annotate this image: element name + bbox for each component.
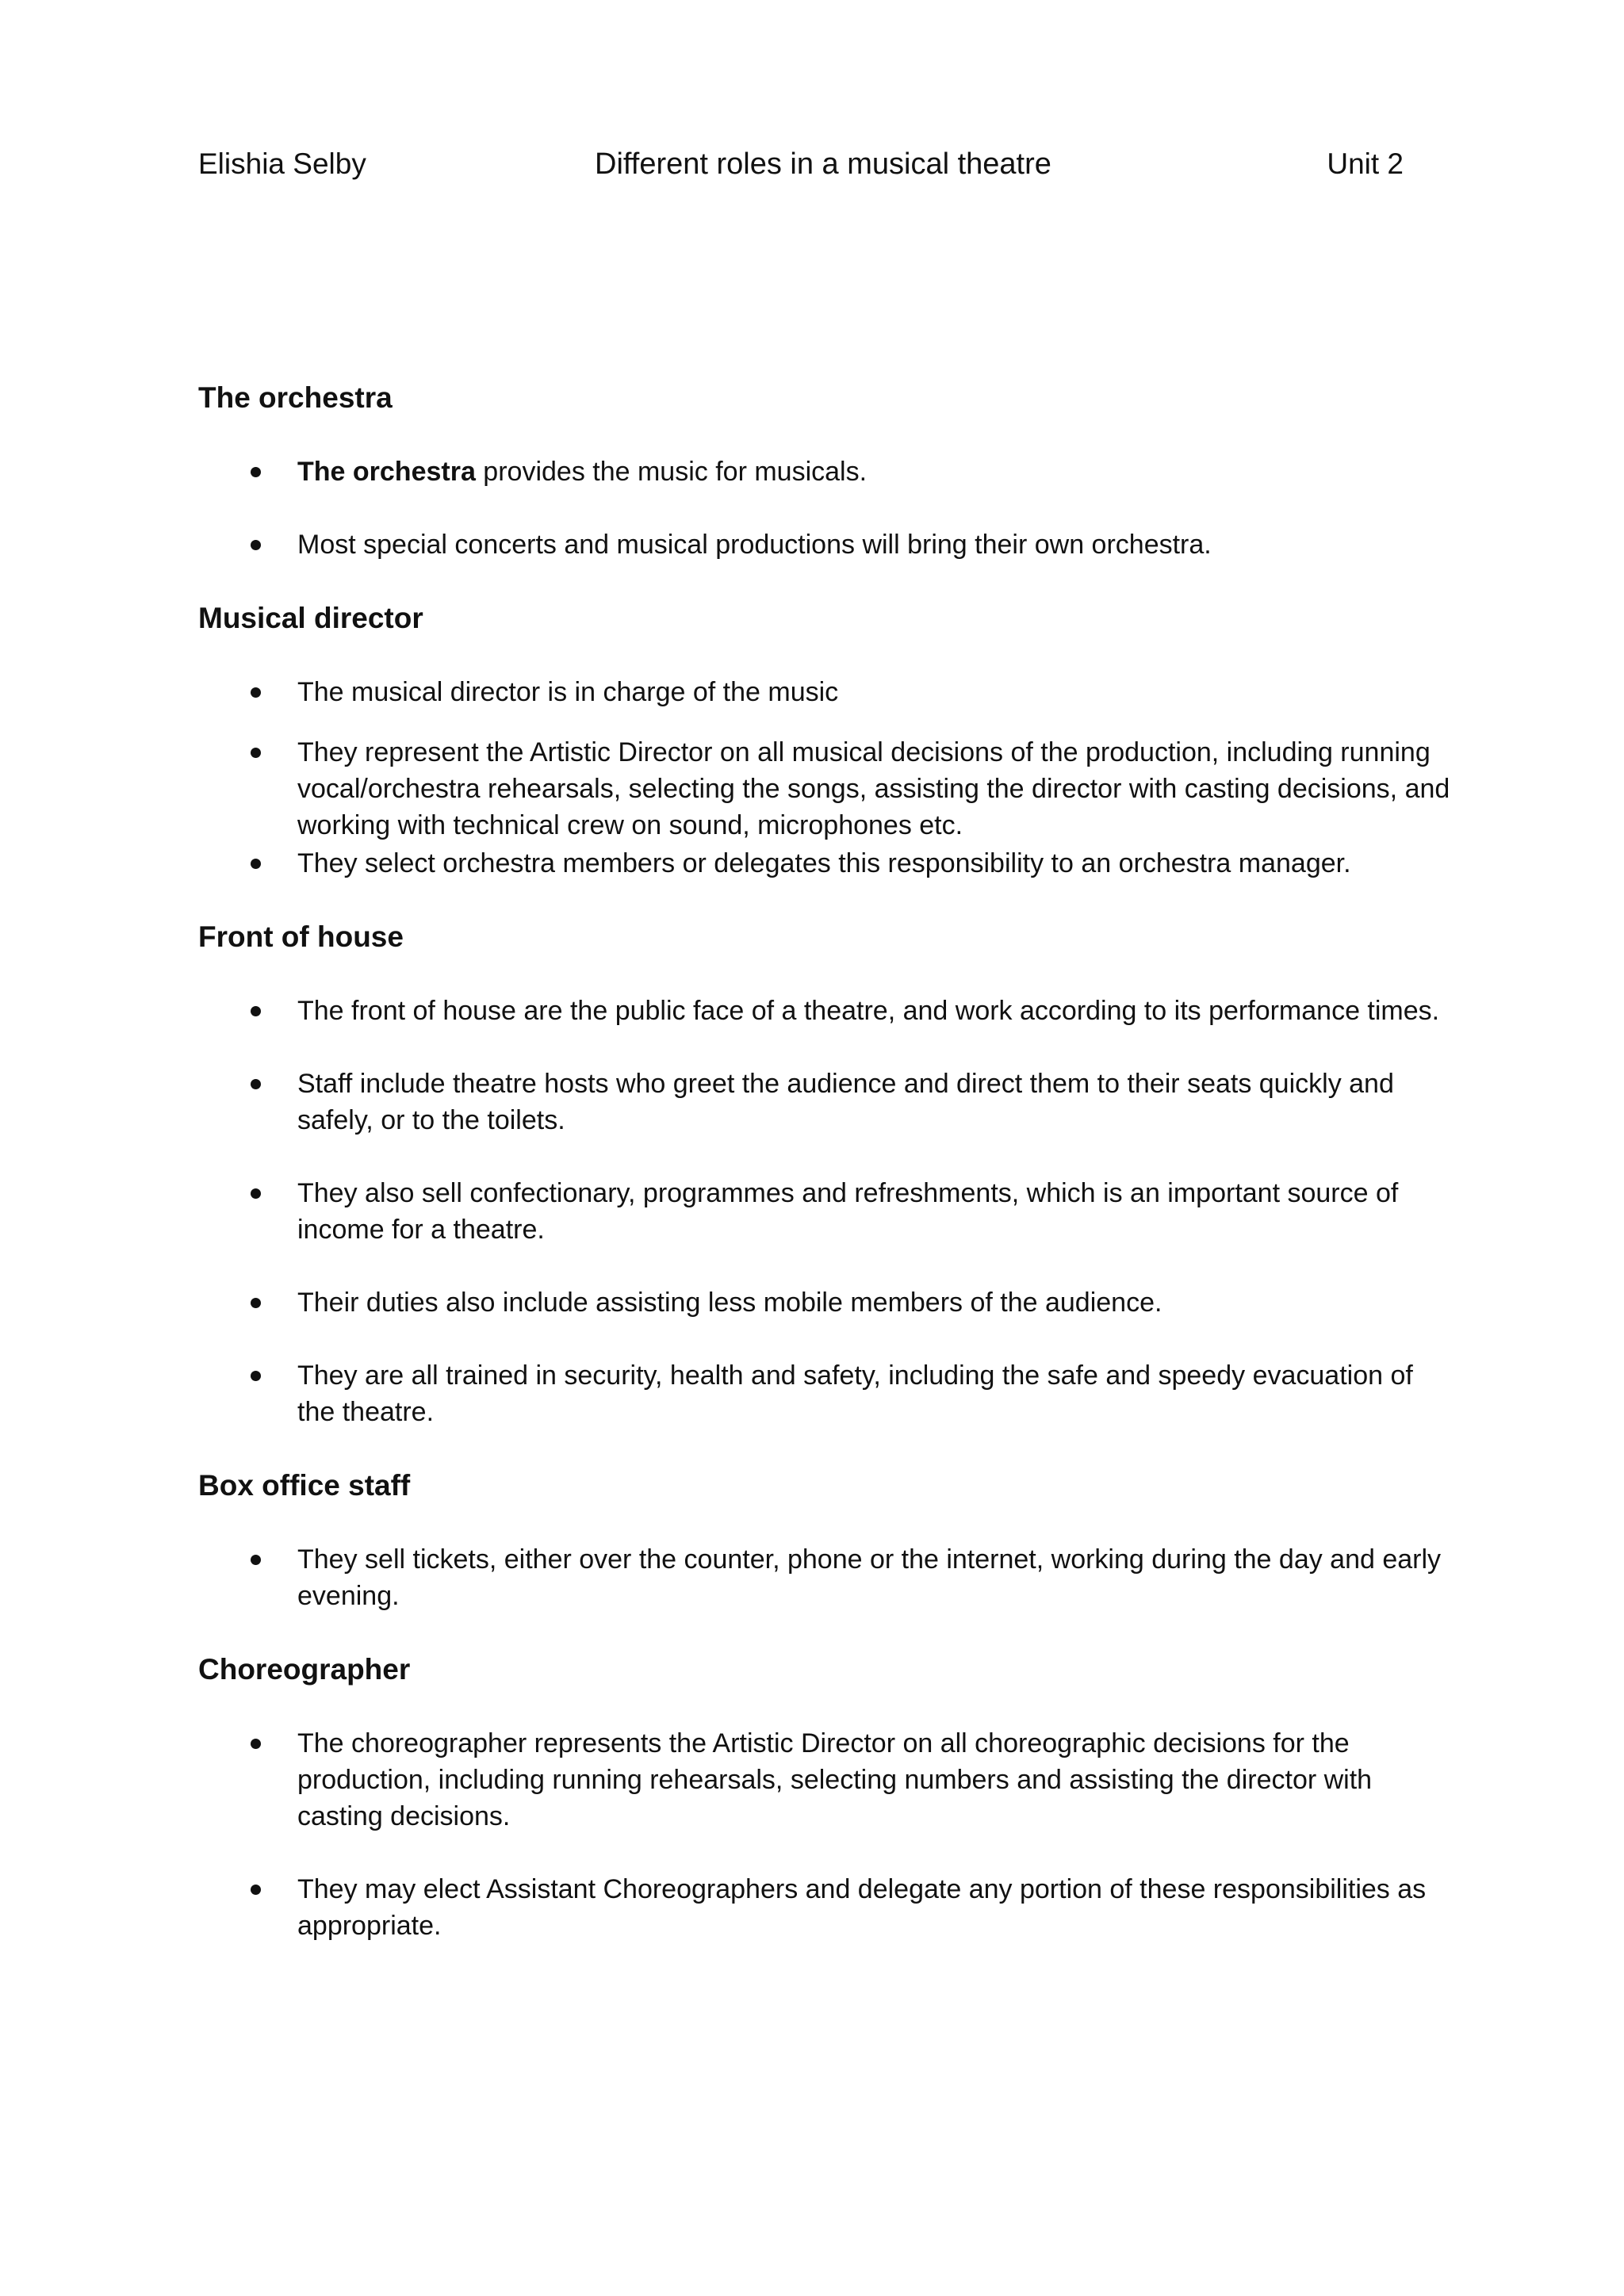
list-item — [198, 453, 1451, 490]
list-item — [198, 1284, 1451, 1321]
section-heading: Box office staff — [198, 1469, 411, 1502]
section-heading: Front of house — [198, 920, 404, 953]
list-item-text: Their duties also include assisting less mobile members of the audience. — [297, 1288, 1162, 1318]
list-item-text: They select orchestra members or delegates this responsibility to an orchestra manager. — [297, 848, 1351, 878]
section-heading: Choreographer — [198, 1653, 411, 1686]
section-the-orchestra — [198, 379, 1451, 563]
bullet-icon — [251, 1555, 261, 1565]
list-item-text: The musical director is in charge of the music — [297, 677, 839, 707]
list-item — [198, 993, 1451, 1029]
bullet-icon — [251, 1885, 261, 1895]
list-item — [198, 1175, 1451, 1248]
bullet-icon — [251, 1371, 261, 1381]
bullet-icon — [251, 1006, 261, 1016]
page-header — [198, 147, 1404, 187]
bullet-icon — [251, 687, 261, 698]
list-item-text: They sell tickets, either over the counter, phone or the internet, working during the day and early evening. — [297, 1544, 1442, 1611]
list-item — [198, 1871, 1451, 1944]
list-item-text: They are all trained in security, health and safety, including the safe and speedy evacuation of the theatre. — [297, 1360, 1413, 1427]
author-name: Elishia Selby — [198, 147, 366, 180]
bullet-list — [198, 674, 1451, 882]
section-choreographer — [198, 1651, 1451, 1944]
list-item — [198, 845, 1451, 882]
bullet-icon — [251, 1739, 261, 1749]
list-item — [198, 674, 1451, 710]
list-item — [198, 1066, 1451, 1138]
bullet-list — [198, 1725, 1451, 1944]
document-body — [198, 379, 1451, 1980]
list-item — [198, 1357, 1451, 1430]
unit-label: Unit 2 — [1327, 147, 1404, 180]
list-item — [198, 1541, 1451, 1614]
section-box-office-staff — [198, 1467, 1451, 1614]
list-item-text: The choreographer represents the Artistic Director on all choreographic decisions for the production, including running rehearsals, selecting numbers and assisting the director with casting decisions. — [297, 1728, 1373, 1831]
bullet-icon — [251, 859, 261, 869]
section-front-of-house — [198, 918, 1451, 1430]
section-heading: Musical director — [198, 602, 423, 634]
list-item-text: They may elect Assistant Choreographers and delegate any portion of these responsibilities as appropriate. — [297, 1874, 1427, 1941]
document-title: Different roles in a musical theatre — [595, 147, 1051, 181]
section-heading: The orchestra — [198, 381, 393, 414]
bullet-icon — [251, 748, 261, 758]
bullet-icon — [251, 467, 261, 477]
list-item-text: Most special concerts and musical productions will bring their own orchestra. — [297, 530, 1212, 560]
bold-term: The orchestra — [297, 457, 476, 487]
bullet-list — [198, 1541, 1451, 1614]
bullet-icon — [251, 1298, 261, 1308]
section-musical-director — [198, 599, 1451, 882]
list-item-text: The front of house are the public face of a theatre, and work according to its performance times. — [297, 996, 1440, 1026]
list-item-text: They represent the Artistic Director on all musical decisions of the production, including running vocal/orchestra rehearsals, selecting the songs, assisting the director with casting decisions, and working with technical crew on sound, microphones etc. — [297, 737, 1450, 840]
bullet-list — [198, 453, 1451, 563]
bullet-icon — [251, 540, 261, 550]
bullet-list — [198, 993, 1451, 1430]
bullet-icon — [251, 1188, 261, 1199]
list-item — [198, 1725, 1451, 1835]
list-item-text: They also sell confectionary, programmes and refreshments, which is an important source of income for a theatre. — [297, 1178, 1399, 1245]
list-item-text: provides the music for musicals. — [475, 457, 868, 487]
list-item-text: Staff include theatre hosts who greet the audience and direct them to their seats quickly and safely, or to the toilets. — [297, 1069, 1394, 1135]
list-item — [198, 526, 1451, 563]
list-item — [198, 734, 1451, 844]
bullet-icon — [251, 1079, 261, 1089]
